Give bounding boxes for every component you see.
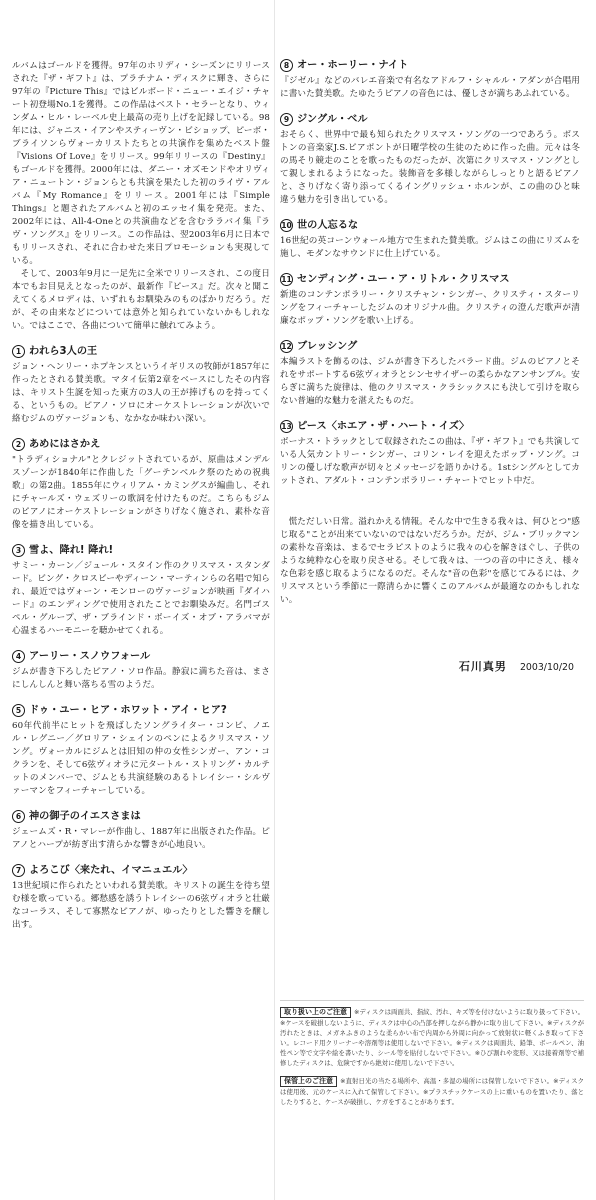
track-number-badge: 7 — [12, 864, 25, 877]
column-divider — [274, 0, 275, 1200]
author-name: 石川真男 — [458, 660, 507, 673]
track-4 — [12, 649, 270, 692]
track-description: サミー・カーン／ジュール・スタイン作のクリスマス・スタンダード。ビング・クロスビーやディーン・マーティンらの名唱で知られ、最近ではヴォーン・モンローのヴァージョンが映画『ダイハード』のエンディングで使用されたことでお馴染みだ。名門ゴスペル・グループ、ザ・ブラインド・ボーイズ・オブ・アラバマが心温まるハーモニーを聴かせてくれる。 — [12, 561, 270, 636]
track-11 — [280, 272, 580, 328]
handling-notes — [280, 1007, 584, 1068]
track-1 — [12, 344, 270, 426]
track-title: オー・ホーリー・ナイト — [297, 60, 409, 71]
track-9 — [280, 112, 580, 207]
intro-paragraph-2: そして、2003年9月に一足先に全米でリリースされ、この度日本でもお目見えとなったのが、最新作『ピース』だ。次々と聞こえてくるメロディは、いずれもお馴染みのものばかりだろう。だが、その由来などについては意外と知られていないかもしれない。ではここで、各曲について簡単に触れてみよう。 — [12, 269, 270, 331]
track-heading — [12, 649, 270, 664]
signature — [280, 655, 580, 674]
track-description: "トラディショナル"とクレジットされているが、原曲はメンデルスゾーンが1840年に作曲した「グーテンベルク祭のための祝典歌」の第2曲。1855年にウィリアム・カミングスが編曲し、それにチャールズ・ウェズリーの歌詞を付けたものだ。こちらもジムのピアノにオーケストレーションがさりげなく施され、素朴な音像を描き出している。 — [12, 455, 270, 530]
track-13 — [280, 419, 580, 488]
track-title: ジングル・ベル — [297, 114, 368, 125]
track-6 — [12, 809, 270, 852]
storage-notes-body: ※直射日光の当たる場所や、高温・多湿の場所には保管しないで下さい。※ディスクは使用後、元のケースに入れて保管して下さい。※プラスチックケースの上に重いものを置いたり、落としたりすると、ケースが破損し、ケガをすることがあります。 — [280, 1077, 584, 1106]
track-title: 世の人忘るな — [297, 220, 359, 231]
handling-notes-body: ※ディスクは両面共、指紋、汚れ、キズ等を付けないように取り扱って下さい。※ケースを破損しないように、ディスクは中心の凸部を押しながら静かに取り出して下さい。※ディスクが汚れたときは、メガネふきのような柔らかい布で内周から外周に向かって放射状に軽くふき取って下さい。レコード用クリーナーや溶剤等は使用しないで下さい。※ディスクは両面共、鉛筆、ボールペン、油性ペン等で文字や絵を書いたり、シール等を貼付しないで下さい。※ひび割れや変形、又は接着剤等で補修したディスクは、危険ですから絶対に使用しないで下さい。 — [280, 1008, 584, 1067]
storage-notes-title: 保管上のご注意 — [280, 1076, 337, 1087]
track-description: ジョン・ヘンリー・ホプキンスというイギリスの牧師が1857年に作ったとされる賛美歌。マタイ伝第2章をベースにしたその内容は、キリスト生誕を知った東方の3人の王が捧げものを持ってくる、というもの。ピアノ・ソロにオーケストレーションが次いで絡むジムのヴァージョンも、なかなか味わい深い。 — [12, 362, 270, 424]
signature-date: 2003/10/20 — [519, 662, 574, 673]
track-2 — [12, 437, 270, 532]
track-number-badge: 3 — [12, 544, 25, 557]
track-heading — [280, 272, 580, 287]
track-description: 本編ラストを飾るのは、ジムが書き下ろしたバラード曲。ジムのピアノとそれをサポートする6弦ヴィオラとシンセサイザーの柔らかなアンサンブル。安らぎに満ちた旋律は、他のクリスマス・クラシックスにも決して引けを取らない普遍的な魅力を湛えたものだ。 — [280, 357, 580, 406]
track-description: 13世紀頃に作られたといわれる賛美歌。キリストの誕生を待ち望む様を歌っている。郷愁感を誘うトレイシーの6弦ヴィオラと壮厳なコーラス、そして寡黙なピアノが、ゆったりとした響きを醸し出す。 — [12, 881, 270, 930]
track-title: ドゥ・ユー・ヒア・ホワット・アイ・ヒア? — [29, 705, 227, 716]
track-description: 16世紀の英コーンウォール地方で生まれた賛美歌。ジムはこの曲にリズムを施し、モダンなサウンドに仕上げている。 — [280, 236, 580, 259]
track-description: 新進のコンテンポラリー・クリスチャン・シンガー、クリスティ・スターリングをフィーチャーしたジムのオリジナル曲。クリスティの澄んだ歌声が清廉なポップ・ソングを歌い上げる。 — [280, 290, 580, 326]
track-10 — [280, 218, 580, 261]
track-heading — [280, 419, 580, 434]
track-number-badge: 5 — [12, 704, 25, 717]
handling-notes-text — [280, 1007, 584, 1068]
track-heading — [12, 543, 270, 558]
track-8 — [280, 58, 580, 101]
track-title: 雪よ、降れ! 降れ! — [29, 545, 114, 556]
track-heading — [12, 437, 270, 452]
track-title: よろこび〈来たれ、イマニュエル〉 — [29, 865, 193, 876]
track-number-badge: 13 — [280, 420, 293, 433]
track-number-badge: 4 — [12, 650, 25, 663]
left-column — [12, 58, 270, 1192]
handling-notes-title: 取り扱い上のご注意 — [280, 1007, 351, 1018]
track-number-badge: 12 — [280, 340, 293, 353]
storage-notes-text — [280, 1076, 584, 1107]
track-description: ジェームズ・R・マレーが作曲し、1887年に出版された作品。ピアノとハープが紡ぎ出す清らかな響きが心地良い。 — [12, 827, 270, 850]
track-heading — [12, 809, 270, 824]
track-heading — [280, 58, 580, 73]
track-heading — [12, 344, 270, 359]
track-number-badge: 11 — [280, 273, 293, 286]
intro-paragraph-1: ルバムはゴールドを獲得。97年のホリディ・シーズンにリリースされた『ザ・ギフト』は、プラチナム・ディスクに輝き、さらに97年の『Picture This』ではビルボード・ニュー・エイジ・チャート初登場No.1を獲得。この作品はベスト・セラーとなり、ウィンダム・ヒル・レーベル史上最高の売り上げを記録している。98年には、ジャニス・イアンやスティーヴン・ビショップ、ピーボ・ブライソンらヴォーカリストたちとの共演作を集めたベスト盤『Visions Of Love』をリリース。99年リリースの『Destiny』もゴールドを獲得。2000年には、ダニー・オズモンドやオリヴィア・ニュートン・ジョンらとも共演を果たした初のライヴ・アルバム『My Romance』をリリース。2001年には『Simple Things』と題されたアルバムと初のエッセイ集を発売。また、2002年には、All-4-Oneとの共演曲などを含むララバイ集『ラヴ・ソングス』をリリース。この作品は、翌2003年6月に日本でもリリースされ、それに合わせた来日プロモーションも実現している。 — [12, 61, 270, 266]
track-title: センディング・ユー・ア・リトル・クリスマス — [297, 274, 510, 285]
track-3 — [12, 543, 270, 638]
track-number-badge: 9 — [280, 113, 293, 126]
track-description: おそらく、世界中で最も知られたクリスマス・ソングの一つであろう。ボストンの音楽家J.S.ピアポントが日曜学校の生徒のために作った曲。元々は冬の馬そり競走のことを歌ったものだったが、次第にクリスマス・ソングとして親しまれるようになった。装飾音を多様しながらしっとりと語るピアノと、さりげなく寄り添ってくるイングリッシュ・ホルンが、この曲のひと味違う魅力を引き出している。 — [280, 130, 580, 205]
track-heading — [12, 703, 270, 718]
track-number-badge: 10 — [280, 219, 293, 232]
track-title: 神の御子のイエスさまは — [29, 811, 141, 822]
track-number-badge: 8 — [280, 59, 293, 72]
track-heading — [280, 218, 580, 233]
track-number-badge: 6 — [12, 810, 25, 823]
track-title: ブレッシング — [297, 341, 358, 352]
track-7 — [12, 863, 270, 932]
track-number-badge: 2 — [12, 438, 25, 451]
track-5 — [12, 703, 270, 798]
track-heading — [12, 863, 270, 878]
track-description: ボーナス・トラックとして収録されたこの曲は、『ザ・ギフト』でも共演している人気カントリー・シンガー、コリン・レイを迎えたポップ・ソング。コリンの優しげな歌声が切々とメッセージを語りかける。1stシングルとしてカットされ、アダルト・コンテンポラリー・チャートでヒット中だ。 — [280, 437, 580, 486]
storage-notes — [280, 1076, 584, 1107]
track-title: われら3人の王 — [29, 346, 98, 357]
disc-care-notes — [280, 1000, 584, 1115]
track-title: ピース〈ホエア・ザ・ハート・イズ〉 — [297, 421, 470, 432]
track-heading — [280, 112, 580, 127]
track-description: 60年代前半にヒットを飛ばしたソングライター・コンビ、ノエル・レグニー／グロリア・シェインのペンによるクリスマス・ソング。ヴォーカルにジムとは旧知の仲の女性シンガー、アン・コクランを、そして6弦ヴィオラに元タートル・ストリング・カルテットのメンバーで、ジムとも共演経験のあるトレイシー・シルヴァーマンをフィーチャーしている。 — [12, 721, 270, 796]
track-title: アーリー・スノウフォール — [29, 651, 151, 662]
track-12 — [280, 339, 580, 408]
track-description: 『ジゼル』などのバレエ音楽で有名なアドルフ・シャルル・アダンが合唱用に書いた賛美歌。たゆたうピアノの音色には、優しさが満ちあふれている。 — [280, 76, 580, 99]
track-number-badge: 1 — [12, 345, 25, 358]
track-heading — [280, 339, 580, 354]
track-description: ジムが書き下ろしたピアノ・ソロ作品。静寂に満ちた音は、まさにしんしんと舞い落ちる雪のようだ。 — [12, 667, 270, 690]
closing-paragraph: 慌ただしい日常。溢れかえる情報。そんな中で生きる我々は、何ひとつ"感じ取る"ことが出来ていないのではないだろうか。だが、ジム・ブリックマンの素朴な音楽は、まるでセラピストのように我々の心を解きほぐし、子供のような純粋な心を取り戻させる。そして我々は、一つの音の中にさえ、様々な色彩を感じ取るようになるのだ。そんな"音の色彩"を感じてみるには、クリスマスという季節に一際清らかに響くこのアルバムが最適なのかもしれない。 — [280, 517, 580, 605]
track-title: あめにはさかえ — [29, 439, 101, 450]
